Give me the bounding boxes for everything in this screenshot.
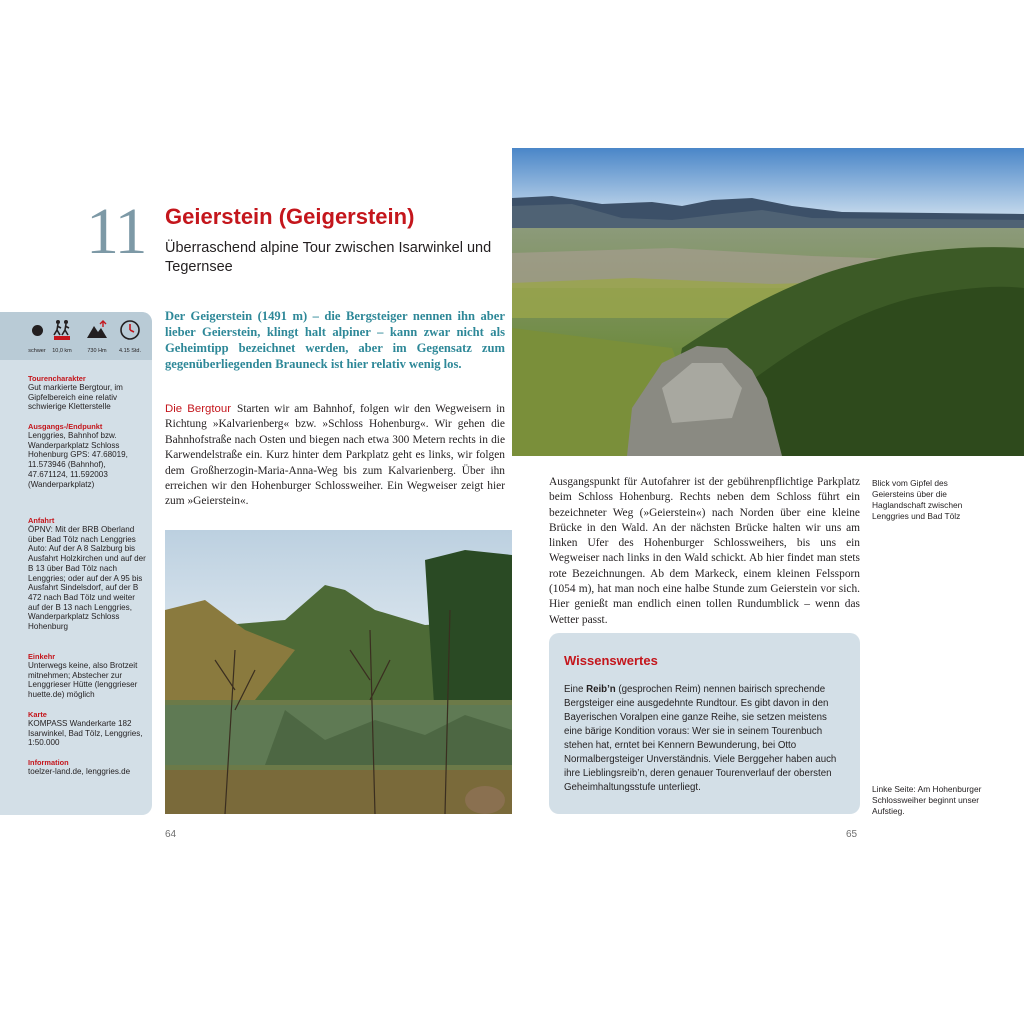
section-heading: Einkehr [28,652,56,661]
intro-paragraph: Der Geigerstein (1491 m) – die Bergsteiger nennen ihn aber lieber Geierstein, klingt halt alpiner – kann zwar nicht als Geheimtipp bezeichnet werden, aber im Gegensatz zum gegenüberliegenden Brauneck ist hier relativ wenig los. [165,309,505,371]
section-heading: Information [28,758,69,767]
info-sidebar [0,312,152,815]
lake-photo [165,530,512,814]
caption-lake: Linke Seite: Am Hohenburger Schlossweiher beginnt unser Aufstieg. [872,784,982,816]
section-text: KOMPASS Wanderkarte 182 Isarwinkel, Bad Tölz, Lenggries, 1:50.000 [28,719,143,748]
page-number-left: 64 [165,829,177,840]
tour-number: 11 [86,195,146,268]
body-text: Starten wir am Bahnhof, folgen wir den Wegweisern in Richtung »Kalvarienberg« bzw. »Schloss Hohenburg«. Wir gehen die Bahnhofstraße nach Osten und biegen nach etwa 300 Metern rechts in die Karwendelstraße ein. Kurz hinter dem Parkplatz geht es links, wir folgen dem Großherzogin-Maria-Anna-Weg bis zum Kalvarienberg. Über ihn erreichen wir den Hohenburger Schlossweiher. Ein Wegweiser zeigt hier zum »Geierstein«. [165,403,505,508]
section-heading: Ausgangs-/Endpunkt [28,422,103,431]
stat-distance [47,318,77,355]
section-ausgangspunkt [28,422,146,489]
section-text: ÖPNV: Mit der BRB Oberland über Bad Tölz nach Lenggries Auto: Auf der A 8 Salzburg bis Ausfahrt Holzkirchen und auf der B 13 über Bad Tölz nach Lenggries; oder auf der A 95 bis Ausfahrt Sindelsdorf, auf der B 472 nach Bad Tölz und weiter auf der B 13 nach Lenggries, Wanderparkplatz Schloss Hohenburg [28,525,146,632]
section-text: Lenggries, Bahnhof bzw. Wanderparkplatz Schloss Hohenburg GPS: 47.68019, 11.573946 (Bahnhof), 47.671124, 11.592003 (Wanderparkplatz) [28,431,128,489]
stat-label: 730 Hm [87,348,107,354]
section-heading: Anfahrt [28,516,55,525]
section-tourencharakter [28,374,146,412]
info-box-text [564,683,845,795]
hikers-icon [51,319,73,341]
info-text-post: (gesprochen Reim) nennen bairisch sprechende Bergsteiger eine ausgedehnte Rundtour. Es gibt davon in den Bayerischen Voralpen eine ganze Reihe, sie setzen meistens eine bärige Kondition voraus: Wer sie in seinem Tourenbuch stehen hat, erntet bei Kennern Bewunderung, bei Otto Normalbergsteiger Unverständnis. Viele Berggeher haben auch ihre Lieblingsreib’n, deren genauer Tourenverlauf der obersten Geheimhaltungsstufe unterliegt. [564,684,837,793]
body-text-right: Ausgangspunkt für Autofahrer ist der gebührenpflichtige Parkplatz beim Schloss Hohenburg. Rechts neben dem Schloss führt ein bezeichneter Weg (»Geierstein«) nach Norden über eine kleine Brücke in den Wald. An der nächsten Brücke halten wir uns am linken Ufer des Hohenburger Schlossweihers, bis uns ein Wegweiser nach links in den Wald schickt. Ab hier findet man stets rote Bezeichnungen. Ab dem Markeck, einem kleinen Felssporn (1054 m), hat man noch eine halbe Stunde zum Geierstein vor sich. Hier genießt man endlich einen tollen Rundumblick – wenn das Wetter passt. [549,476,860,626]
info-box-title: Wissenswertes [564,653,658,668]
caption-panorama: Blick vom Gipfel des Geiersteins über die Haglandschaft zwischen Lenggries und Bad Tölz [872,478,963,521]
section-information [28,758,146,777]
elevation-icon [86,319,108,341]
stats-bar [0,312,152,360]
body-text-left [165,402,505,510]
section-einkehr [28,652,146,700]
section-text: toelzer-land.de, lenggries.de [28,767,131,776]
stat-label: 10,0 km [52,348,72,354]
clock-icon [119,319,141,341]
page-subtitle: Überraschend alpine Tour zwischen Isarwinkel und Tegernsee [165,240,492,275]
stat-label: 4.15 Std. [118,348,142,354]
difficulty-dot-icon [32,325,43,336]
section-text: Unterwegs keine, also Brotzeit mitnehmen; Abstecher zur Lenggrieser Hütte (lenggrieser huette.de) möglich [28,661,138,700]
page-number-right: 65 [846,829,858,840]
stat-elevation [82,318,112,355]
stat-duration [115,318,145,355]
section-karte [28,710,146,748]
section-heading: Karte [28,710,47,719]
section-anfahrt [28,516,146,632]
info-text-bold: Reib’n [586,684,616,695]
section-lead: Die Bergtour [165,403,231,415]
page-title: Geierstein (Geigerstein) [165,204,415,229]
info-text-pre: Eine [564,684,587,695]
info-box-wissenswertes [549,633,860,814]
panorama-photo [512,148,1024,456]
section-text: Gut markierte Bergtour, im Gipfelbereich eine relativ schwierige Kletterstelle [28,383,123,412]
stat-label: schwer [28,348,46,354]
section-heading: Tourencharakter [28,374,86,383]
